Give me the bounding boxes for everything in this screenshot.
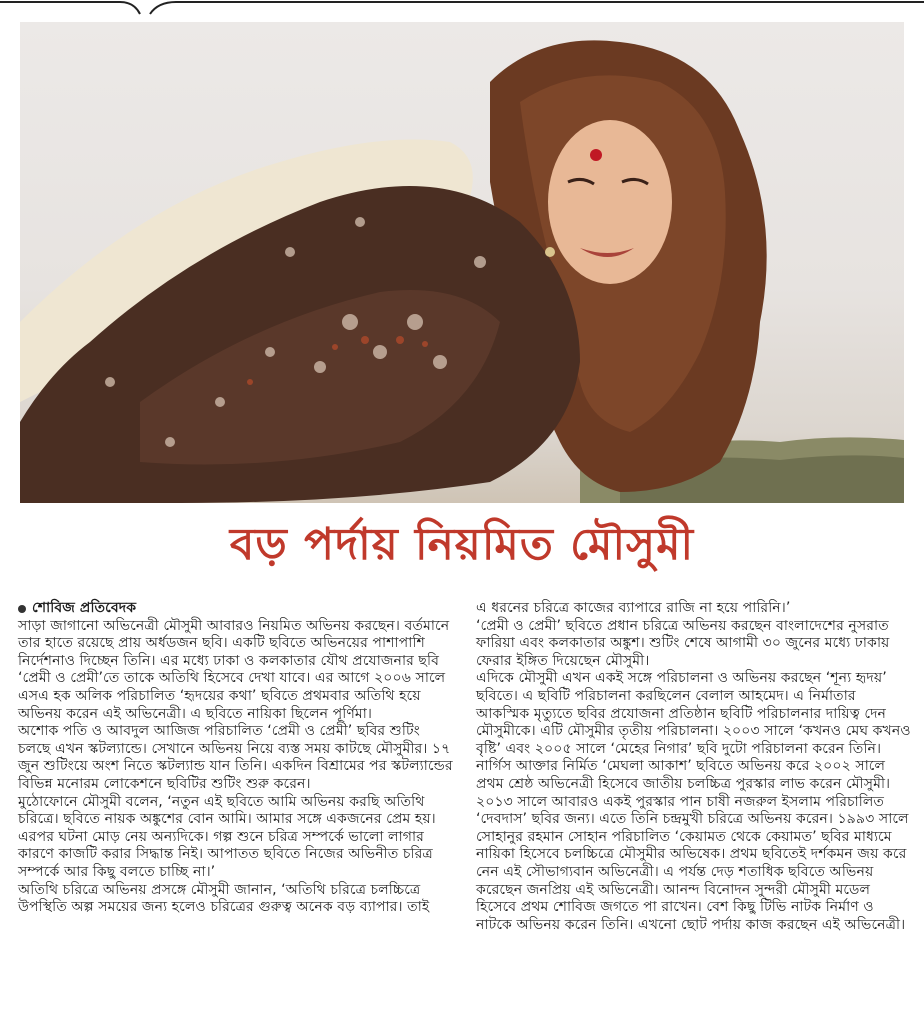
paragraph-guest-role: অতিথি চরিত্রে অভিনয় প্রসঙ্গে মৌসুমী জানান, ‘অতিথি চরিত্রে চলচ্চিত্রে উপস্থিতি অল্প সময়ের জন্য হলেও চরিত্রের গুরুত্ব অনেক বড় ব্যাপার। তাই — [18, 881, 430, 916]
paragraph-quote-end: এ ধরনের চরিত্রে কাজের ব্যাপারে রাজি না হয়ে পারিনি।’ — [476, 600, 791, 616]
paragraph-shooting: অশোক পতি ও আবদুল আজিজ পরিচালিত ‘প্রেমী ও প্রেমী’ ছবির শুটিং চলছে এখন স্কটল্যান্ডে। সেখানে অভিনয় নিয়ে ব্যস্ত সময় কাটছে মৌসুমীর। ১৭ জুন শুটিংয়ে অংশ নিতে স্কটল্যান্ড যান তিনি। একদিন বিশ্রামের পর স্কটল্যান্ডের বিভিন্ন মনোরম লোকেশনে ছবিটির শুটিং শুরু করেন। — [18, 723, 453, 792]
article-column-right — [476, 600, 912, 934]
byline — [18, 600, 456, 618]
paragraph-career: এদিকে মৌসুমী এখন একই সঙ্গে পরিচালনা ও অভিনয় করছেন ‘শূন্য হৃদয়’ ছবিতে। এ ছবিটি পরিচালনা করছিলেন বেলাল আহমেদ। এ নির্মাতার আকস্মিক মৃত্যুতে ছবির প্রযোজনা প্রতিষ্ঠান ছবিটি পরিচালনার দায়িত্ব দেন মৌসুমীকে। এটি মৌসুমীর তৃতীয় পরিচালনা। ২০০৩ সালে ‘কখনও মেঘ কখনও বৃষ্টি’ এবং ২০০৫ সালে ‘মেহের নিগার’ ছবি দুটো পরিচালনা করেন তিনি। নার্গিস আক্তার নির্মিত ‘মেঘলা আকাশ’ ছবিতে অভিনয় করে ২০০২ সালে প্রথম শ্রেষ্ঠ অভিনেত্রী হিসেবে জাতীয় চলচ্চিত্র পুরস্কার লাভ করেন মৌসুমী। ২০১৩ সালে আবারও একই পুরস্কার পান চাষী নজরুল ইসলাম পরিচালিত ‘দেবদাস’ ছবির জন্য। এতে তিনি চন্দ্রমুখী চরিত্রে অভিনয় করেন। ১৯৯৩ সালে সোহানুর রহমান সোহান পরিচালিত ‘কেয়ামত থেকে কেয়ামত’ ছবির মাধ্যমে নায়িকা হিসেবে চলচ্চিত্রে মৌসুমীর অভিষেক। প্রথম ছবিতেই দর্শকমন জয় করে নেন এই সৌভাগ্যবান অভিনেত্রী। এ পর্যন্ত দেড় শতাধিক ছবিতে অভিনয় করেছেন জনপ্রিয় এই অভিনেত্রী। আনন্দ বিনোদন সুন্দরী মৌসুমী মডেল হিসেবে প্রথম শোবিজ জগতে পা রাখেন। বেশ কিছু টিভি নাটক নির্মাণ ও নাটকে অভিনয় করেন তিনি। এখনো ছোট পর্দায় কাজ করছেন এই অভিনেত্রী। — [476, 670, 911, 933]
actress-photo — [20, 22, 904, 503]
paragraph-intro: সাড়া জাগানো অভিনেত্রী মৌসুমী আবারও নিয়মিত অভিনয় করছেন। বর্তমানে তার হাতে রয়েছে প্রায় অর্ধডজন ছবি। একটি ছবিতে অভিনয়ের পাশাপাশি নির্দেশনাও দিচ্ছেন তিনি। এর মধ্যে ঢাকা ও কলকাতার যৌথ প্রযোজনার ছবি ‘প্রেমী ও প্রেমী’তে তাকে অতিথি হিসেবে দেখা যাবে। এর আগে ২০০৬ সালে এসএ হক অলিক পরিচালিত ‘হৃদয়ের কথা’ ছবিতে প্রথমবার অতিথি হয়ে অভিনয় করেন এই অভিনেত্রী। এ ছবিতে নায়িকা ছিলেন পূর্ণিমা। — [18, 617, 450, 722]
article-headline: বড় পর্দায় নিয়মিত মৌসুমী — [229, 519, 695, 570]
bullet-icon — [18, 605, 26, 613]
byline-text: শোবিজ প্রতিবেদক — [32, 600, 137, 616]
paragraph-cast: ‘প্রেমী ও প্রেমী’ ছবিতে প্রধান চরিত্রে অভিনয় করছেন বাংলাদেশের নুসরাত ফারিয়া এবং কলকাতার অঙ্কুশ। শুটিং শেষে আগামী ৩০ জুনের মধ্যে ঢাকায় ফেরার ইঙ্গিত দিয়েছেন মৌসুমী। — [476, 617, 890, 669]
paragraph-quote: মুঠোফোনে মৌসুমী বলেন, ‘নতুন এই ছবিতে আমি অভিনয় করছি অতিথি চরিত্রে। ছবিতে নায়ক অঙ্কুশের বোন আমি। আমার সঙ্গে একজনের প্রেম হয়। এরপর ঘটনা মোড় নেয় অন্যদিকে। গল্প শুনে চরিত্র সম্পর্কে ভালো লাগার কারণে কাজটি করার সিদ্ধান্ত নিই। আপাতত ছবিতে নিজের অভিনীত চরিত্র সম্পর্কে আর কিছু বলতে চাচ্ছি না।’ — [18, 793, 436, 880]
article-column-left — [18, 600, 456, 917]
top-frame-border — [0, 0, 924, 20]
